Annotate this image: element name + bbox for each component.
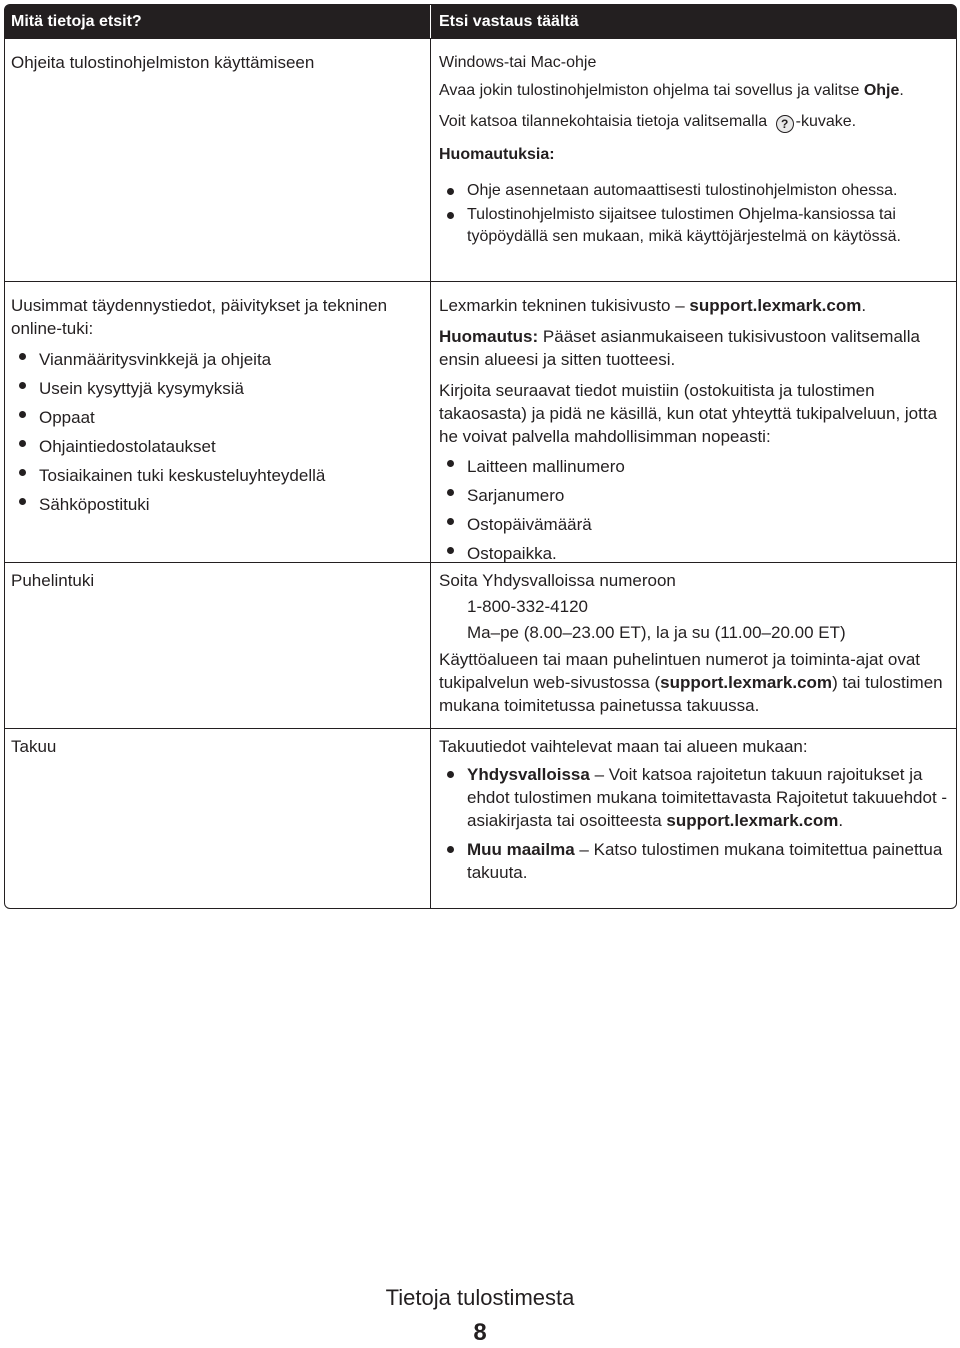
warranty-intro: Takuutiedot vaihtelevat maan tai alueen mukaan:: [439, 737, 808, 756]
table-row-online-support: [5, 281, 956, 562]
help-title: Windows-tai Mac-ohje: [439, 54, 597, 71]
info-table: [4, 4, 957, 909]
list-item: Tosiaikainen tuki keskusteluyhteydellä: [11, 461, 424, 490]
warranty-us-label: Yhdysvalloissa: [467, 765, 590, 784]
warranty-item-world: Muu maailma – Katso tulostimen mukana toimitettua painettua takuuta.: [439, 838, 950, 884]
topic-warranty: Takuu: [11, 737, 57, 756]
support-site-text: Lexmarkin tekninen tukisivusto – support.lexmark.com.: [439, 296, 867, 315]
notes-heading: Huomautuksia:: [439, 146, 555, 163]
footer-section-title: Tietoja tulostimesta: [385, 1285, 575, 1310]
support-site-link[interactable]: support.lexmark.com: [689, 296, 862, 315]
note-label: Huomautus:: [439, 327, 539, 346]
list-item: Usein kysyttyjä kysymyksiä: [11, 374, 424, 403]
topic-online-support: Uusimmat täydennystiedot, päivitykset ja tekninen online-tuki:: [11, 296, 388, 338]
help-open-text: Avaa jokin tulostinohjelmiston ohjelma tai sovellus ja valitse Ohje.: [439, 82, 904, 99]
list-item: Ohjaintiedostolataukset: [11, 432, 424, 461]
list-item: Sarjanumero: [439, 481, 950, 510]
list-item: Ostopäivämäärä: [439, 510, 950, 539]
table-row-software-help: [5, 38, 956, 281]
phone-call-text: Soita Yhdysvalloissa numeroon: [439, 571, 676, 590]
topic-software-help: Ohjeita tulostinohjelmiston käyttämiseen: [11, 53, 315, 72]
page-number: 8: [473, 1319, 487, 1346]
phone-support-link[interactable]: support.lexmark.com: [660, 673, 833, 692]
list-item: Oppaat: [11, 403, 424, 432]
warranty-item-us: Yhdysvalloissa – Voit katsoa rajoitetun takuun rajoitukset ja ehdot tulostimen mukana toimitettavasta Rajoitetut takuuehdot -asiakirjasta tai osoitteesta support.lexmark.com.: [439, 763, 950, 832]
list-item: Vianmääritysvinkkejä ja ohjeita: [11, 345, 424, 374]
table-row-warranty: [5, 728, 956, 908]
help-icon-text: Voit katsoa tilannekohtaisia tietoja valitsemalla ? -kuvake.: [439, 113, 857, 131]
record-info-list: [439, 452, 950, 568]
question-mark-icon: ?: [776, 115, 794, 133]
support-note: Huomautus: Pääset asianmukaiseen tukisivustoon valitsemalla ensin alueesi ja sitten tuotteesi.: [439, 327, 920, 369]
list-item: Laitteen mallinumero: [439, 452, 950, 481]
record-info-text: Kirjoita seuraavat tiedot muistiin (ostokuitista ja tulostimen takaosasta) ja pidä ne käsillä, kun otat yhteyttä tukipalveluun, jotta he voivat palvella mahdollisimman nopeasti:: [439, 381, 938, 446]
topic-phone-support: Puhelintuki: [11, 571, 95, 590]
phone-other-text: Käyttöalueen tai maan puhelintuen numerot ja toiminta-ajat ovat tukipalvelun web-sivustossa (support.lexmark.com) tai tulostimen mukana toimitetussa painetussa takuussa.: [439, 650, 943, 715]
warranty-list: [439, 763, 950, 884]
list-item: Ostopaikka.: [439, 539, 950, 568]
note-item: Tulostinohjelmisto sijaitsee tulostimen Ohjelma-kansiossa tai työpöydällä sen mukaan, mikä käyttöjärjestelmä on käytössä.: [439, 204, 950, 248]
phone-number: 1-800-332-4120: [467, 597, 588, 616]
table-row-phone-support: [5, 562, 956, 728]
header-col-topic: Mitä tietoja etsit?: [5, 5, 431, 38]
table-header: [5, 5, 956, 38]
help-menu-name: Ohje: [863, 82, 900, 99]
note-item: Ohje asennetaan automaattisesti tulostinohjelmiston ohessa.: [439, 180, 950, 202]
phone-hours: Ma–pe (8.00–23.00 ET), la ja su (11.00–20.00 ET): [467, 623, 846, 642]
list-item: Sähköpostituki: [11, 490, 424, 519]
warranty-world-label: Muu maailma: [467, 840, 575, 859]
notes-list: [439, 180, 950, 248]
header-col-answer: Etsi vastaus täältä: [439, 13, 579, 30]
support-topics-list: [11, 345, 424, 519]
warranty-support-link[interactable]: support.lexmark.com: [666, 811, 839, 830]
